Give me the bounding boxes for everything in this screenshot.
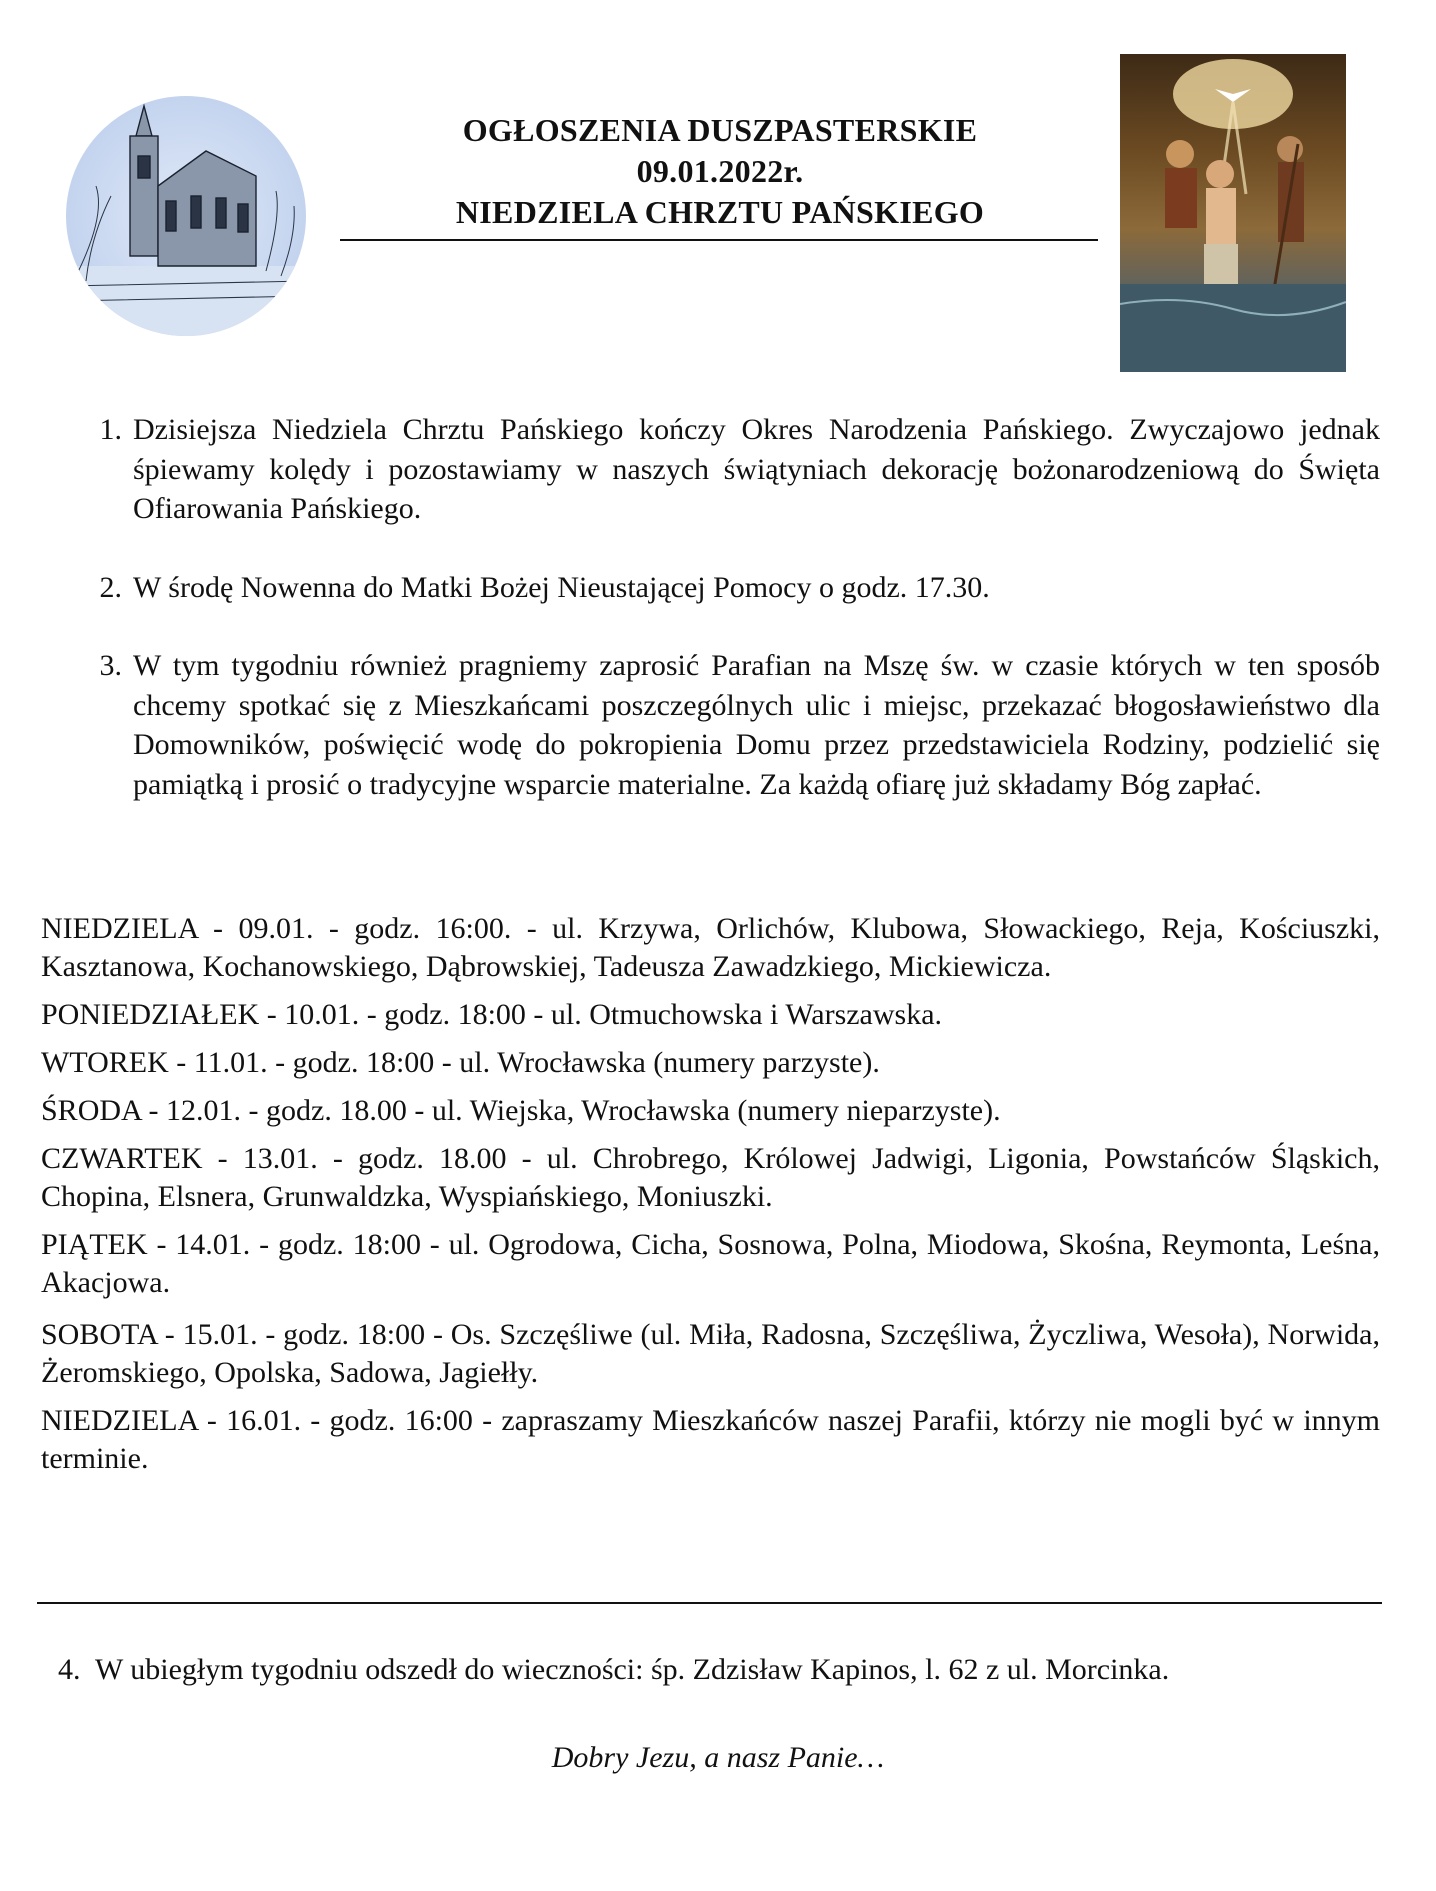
announcement-number: 1. <box>99 413 122 446</box>
title-line-1: OGŁOSZENIA DUSZPASTERSKIE <box>462 112 978 148</box>
church-drawing <box>66 96 306 336</box>
schedule-entry: ŚRODA - 12.01. - godz. 18.00 - ul. Wiejska, Wrocławska (numery nieparzyste). <box>41 1094 1001 1127</box>
announcement-text: W ubiegłym tygodniu odszedł do wieczności: śp. Zdzisław Kapinos, l. 62 z ul. Morcinka. <box>94 1653 1170 1686</box>
schedule-entry: WTOREK - 11.01. - godz. 18:00 - ul. Wrocławska (numery parzyste). <box>41 1046 880 1079</box>
schedule-entry: CZWARTEK - 13.01. - godz. 18.00 - ul. Chrobrego, Królowej Jadwigi, Ligonia, Powstańców Śląskich, Chopina, Elsnera, Grunwaldzka, Wyspiańskiego, Moniuszki. <box>41 1142 1380 1213</box>
announcement-number: 4. <box>58 1653 81 1686</box>
announcement-4 <box>58 1650 1388 1690</box>
visitation-schedule <box>41 910 1380 1478</box>
schedule-entry: PIĄTEK - 14.01. - godz. 18:00 - ul. Ogrodowa, Cicha, Sosnowa, Polna, Miodowa, Skośna, Reymonta, Leśna, Akacjowa. <box>41 1228 1380 1299</box>
announcement-number: 2. <box>99 571 122 604</box>
title-line-3: NIEDZIELA CHRZTU PAŃSKIEGO <box>455 194 985 230</box>
schedule-entry: NIEDZIELA - 09.01. - godz. 16:00. - ul. Krzywa, Orlichów, Klubowa, Słowackiego, Reja, Kościuszki, Kasztanowa, Kochanowskiego, Dąbrowskiej, Tadeusza Zawadzkiego, Mickiewicza. <box>41 912 1380 983</box>
announcement-text: W środę Nowenna do Matki Bożej Nieustającej Pomocy o godz. 17.30. <box>133 571 990 604</box>
announcement-2 <box>70 568 1380 608</box>
announcement-3 <box>70 646 1380 804</box>
schedule-entry: SOBOTA - 15.01. - godz. 18:00 - Os. Szczęśliwe (ul. Miła, Radosna, Szczęśliwa, Życzliwa, Wesoła), Norwida, Żeromskiego, Opolska, Sadowa, Jagiełły. <box>41 1318 1380 1389</box>
announcement-text: Dzisiejsza Niedziela Chrztu Pańskiego kończy Okres Narodzenia Pańskiego. Zwyczajowo jednak śpiewamy kolędy i pozostawiamy w naszych świątyniach dekorację bożonarodzeniową do Święta Ofiarowania Pańskiego. <box>133 413 1380 525</box>
page-title <box>340 110 1100 233</box>
baptism-painting-icon <box>1120 54 1346 372</box>
closing-prayer: Dobry Jezu, a nasz Panie… <box>551 1741 885 1774</box>
announcement-text: W tym tygodniu również pragniemy zaprosić Parafian na Mszę św. w czasie których w ten sposób chcemy spotkać się z Mieszkańcami poszczególnych ulic i miejsc, przekazać błogosławieństwo dla Domowników, poświęcić wodę do pokropienia Domu przez przedstawiciela Rodziny, podzielić się pamiątką i prosić o tradycyjne wsparcie materialne. Za każdą ofiarę już składamy Bóg zapłać. <box>133 649 1380 801</box>
schedule-entry: PONIEDZIAŁEK - 10.01. - godz. 18:00 - ul. Otmuchowska i Warszawska. <box>41 998 943 1031</box>
church-drawing-icon <box>66 96 306 336</box>
title-divider <box>340 239 1098 241</box>
section-divider <box>37 1602 1382 1604</box>
announcement-1 <box>70 410 1380 529</box>
baptism-painting <box>1120 54 1346 372</box>
announcement-number: 3. <box>99 649 122 682</box>
title-date: 09.01.2022r. <box>636 153 804 189</box>
schedule-entry: NIEDZIELA - 16.01. - godz. 16:00 - zapraszamy Mieszkańców naszej Parafii, którzy nie mogli być w innym terminie. <box>41 1404 1380 1475</box>
